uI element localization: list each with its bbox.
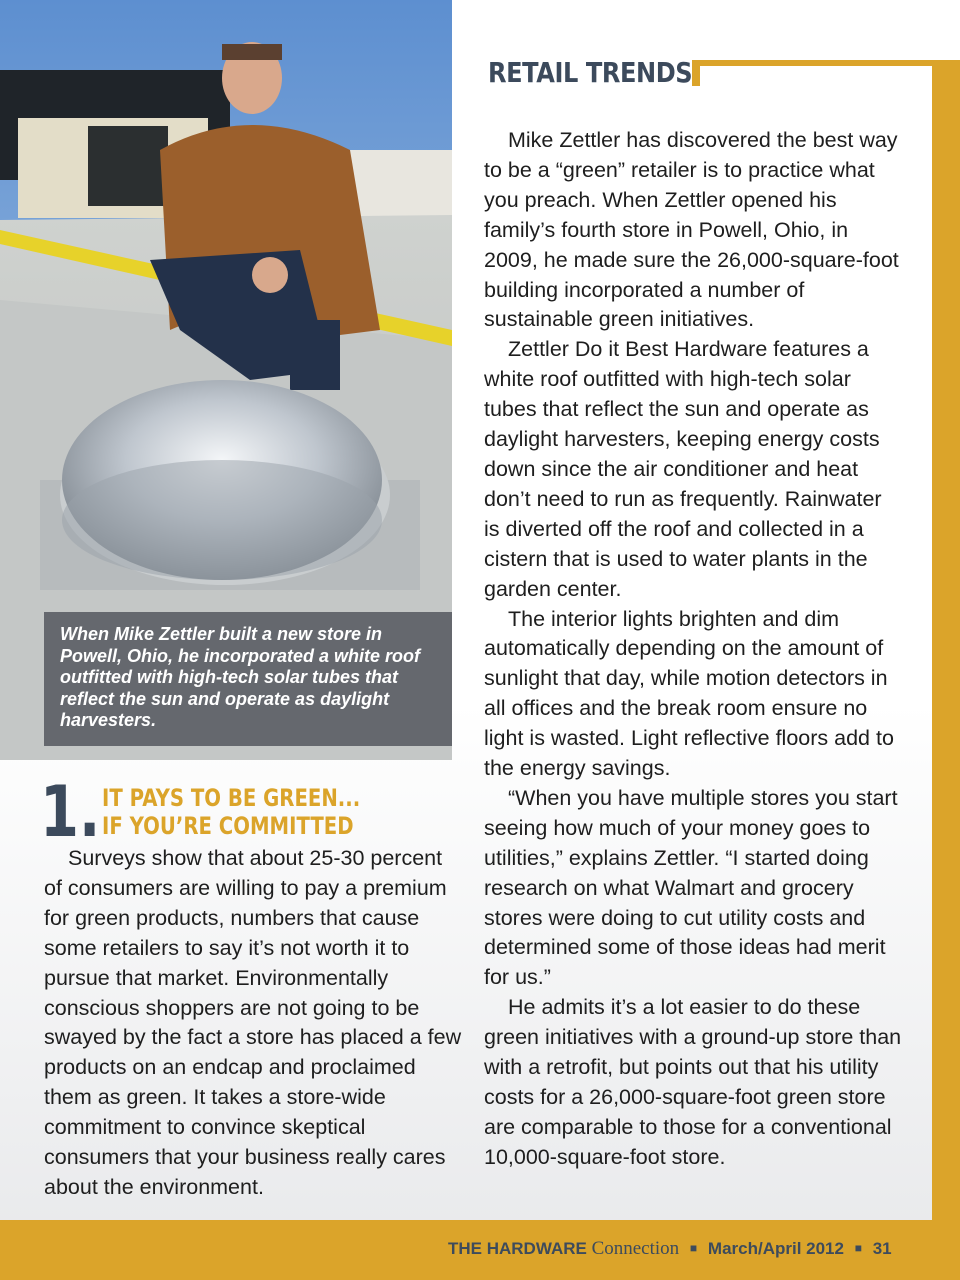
section-title-line2: IF YOU’RE COMMITTED bbox=[102, 812, 354, 840]
section-header: RETAIL TRENDS bbox=[488, 56, 693, 89]
footer-brand-serif: Connection bbox=[591, 1238, 680, 1259]
section-title-line1: IT PAYS TO BE GREEN... bbox=[102, 784, 361, 812]
right-column bbox=[484, 126, 902, 1173]
section-number: 1. bbox=[40, 771, 101, 853]
footer-issue: March/April 2012 bbox=[707, 1239, 844, 1258]
footer-brand: THE HARDWARE bbox=[448, 1239, 587, 1258]
frame-notch bbox=[700, 66, 932, 86]
paragraph: He admits it’s a lot easier to do these green initiatives with a ground-up store than with a retrofit, but points out that his utility costs for a 26,000-square-foot green store are comparable to those for a conventional 10,000-square-foot store. bbox=[484, 995, 902, 1169]
page-number: 31 bbox=[872, 1239, 892, 1258]
photo-caption: When Mike Zettler built a new store in Powell, Ohio, he incorporated a white roof outfitted with high-tech solar tubes that reflect the sun and operate as daylight harvesters. bbox=[44, 612, 452, 746]
paragraph: “When you have multiple stores you start seeing how much of your money goes to utilities,” explains Zettler. “I started doing research on what Walmart and grocery stores were doing to cut utility costs and determined some of those ideas had merit for us.” bbox=[484, 785, 898, 990]
paragraph: The interior lights brighten and dim automatically depending on the amount of sunlight that day, while motion detectors in all offices and the break room ensure no light is wasted. Light reflective floors add to the energy savings. bbox=[484, 606, 894, 781]
paragraph: Mike Zettler has discovered the best way to be a “green” retailer is to practice what you preach. When Zettler opened his family’s fourth store in Powell, Ohio, in 2009, he made sure the 26,000-square-foot building incorporated a number of sustainable green initiatives. bbox=[484, 128, 899, 332]
separator-icon: ■ bbox=[854, 1241, 862, 1255]
left-column bbox=[44, 844, 462, 1203]
paragraph: Surveys show that about 25-30 percent of consumers are willing to pay a premium for green products, numbers that cause some retailers to say it’s not worth it to pursue that market. Environmentally conscious shoppers are not going to be swayed by the fact a store has placed a few products on an endcap and proclaimed them as green. It takes a store-wide commitment to convince skeptical consumers that your business really cares about the environment. bbox=[44, 846, 462, 1199]
page-footer bbox=[448, 1238, 892, 1260]
section-title bbox=[102, 784, 360, 840]
separator-icon: ■ bbox=[689, 1241, 698, 1255]
gold-frame-right bbox=[932, 86, 960, 1222]
paragraph: Zettler Do it Best Hardware features a white roof outfitted with high-tech solar tubes that reflect the sun and operate as daylight harvesters, keeping energy costs down since the air conditioner and heat don’t need to run as frequently. Rainwater is diverted off the roof and collected in a cistern that is used to water plants in the garden center. bbox=[484, 337, 882, 601]
